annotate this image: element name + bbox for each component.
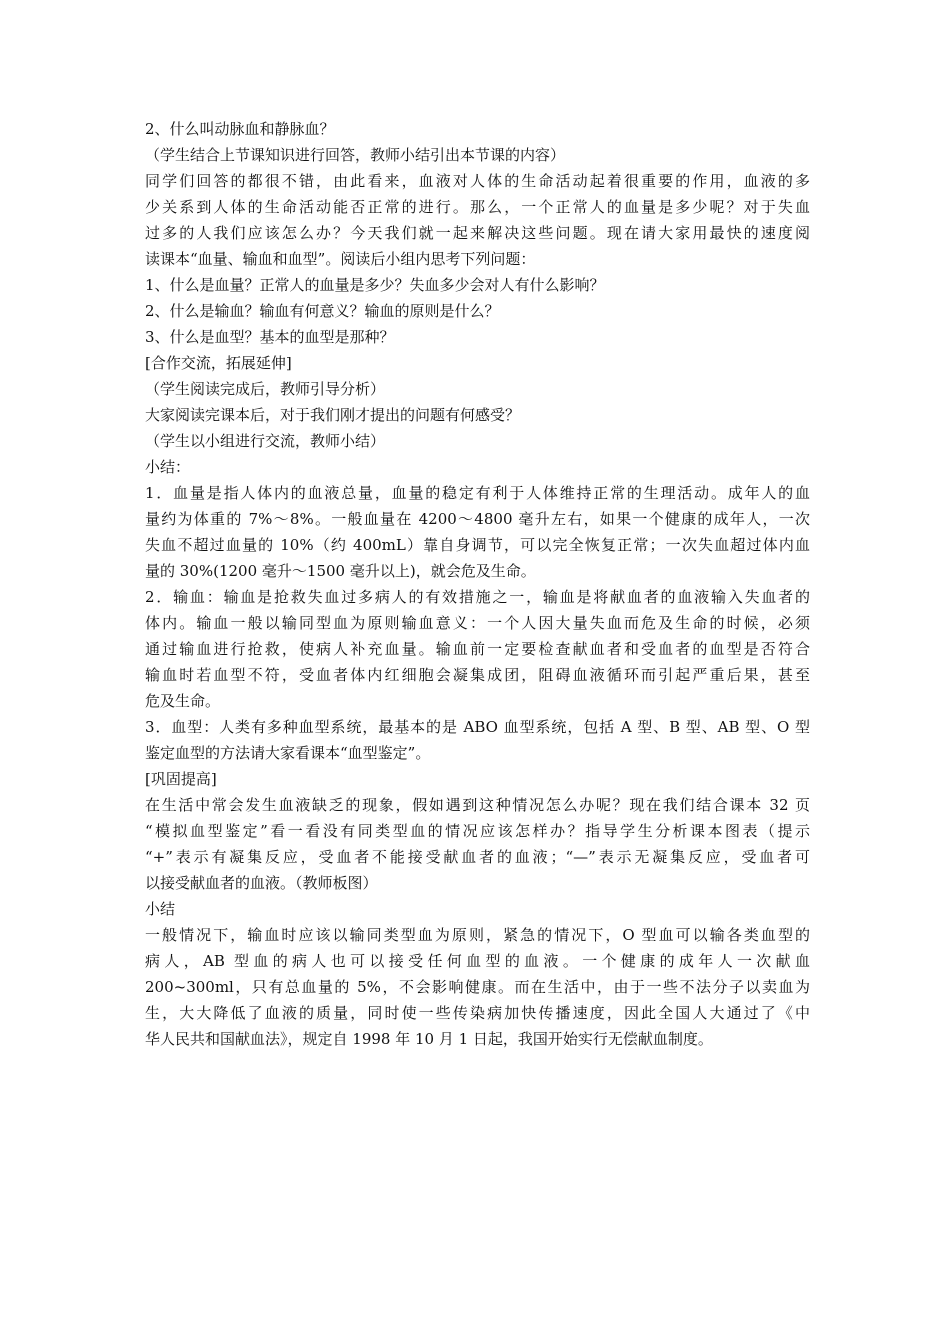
paragraph-line: 体内。输血一般以输同型血为原则输血意义：一个人因大量失血而危及生命的时候，必须 [145,614,810,632]
section-heading: [巩固提高] [145,770,217,788]
section-heading: [合作交流，拓展延伸] [145,354,292,372]
paragraph-line: 量的 30%(1200 毫升～1500 毫升以上)，就会危及生命。 [145,562,536,580]
paragraph-line: 200~300ml，只有总血量的 5%，不会影响健康。而在生活中，由于一些不法分子以卖血为 [145,978,810,996]
paragraph-line: 3．血型：人类有多种血型系统，最基本的是 ABO 血型系统，包括 A 型、B 型、AB 型、O 型 [145,718,810,736]
document-body [145,116,810,1052]
instruction-note: （学生阅读完成后，教师引导分析） [145,380,386,398]
instruction-note: （学生结合上节课知识进行回答，教师小结引出本节课的内容） [145,146,566,164]
paragraph-line: 在生活中常会发生血液缺乏的现象，假如遇到这种情况怎么办呢？现在我们结合课本 32 页 [145,796,810,814]
summary-heading: 小结 [145,900,176,918]
question-item: 2、什么是输血？输血有何意义？输血的原则是什么？ [145,302,500,320]
paragraph-line: 1．血量是指人体内的血液总量，血量的稳定有利于人体维持正常的生理活动。成年人的血 [145,484,810,502]
paragraph-line: 危及生命。 [145,692,221,710]
summary-heading: 小结： [145,458,191,476]
paragraph-line: 生，大大降低了血液的质量，同时使一些传染病加快传播速度，因此全国人大通过了《中 [145,1004,810,1022]
paragraph-line: 一般情况下，输血时应该以输同类型血为原则，紧急的情况下，O 型血可以输各类血型的 [145,926,810,944]
paragraph-line: 病人，AB 型血的病人也可以接受任何血型的血液。一个健康的成年人一次献血 [145,952,810,970]
instruction-note: （学生以小组进行交流，教师小结） [145,432,386,450]
paragraph-line: “模拟血型鉴定”看一看没有同类型血的情况应该怎样办？指导学生分析课本图表（提示 [145,822,810,840]
paragraph-line: 读课本“血量、输血和血型”。阅读后小组内思考下列问题： [145,250,536,268]
paragraph-line: 量约为体重的 7%～8%。一般血量在 4200～4800 毫升左右，如果一个健康的成年人，一次 [145,510,810,528]
question-item: 3、什么是血型？基本的血型是那种？ [145,328,395,346]
paragraph-line: “+”表示有凝集反应，受血者不能接受献血者的血液；“—”表示无凝集反应，受血者可 [145,848,810,866]
question-2-heading: 2、什么叫动脉血和静脉血？ [145,120,335,138]
paragraph-line: 输血时若血型不符，受血者体内红细胞会凝集成团，阻碍血液循环而引起严重后果，甚至 [145,666,810,684]
paragraph-line: 通过输血进行抢救，使病人补充血量。输血前一定要检查献血者和受血者的血型是否符合 [145,640,810,658]
paragraph-line: 同学们回答的都很不错，由此看来，血液对人体的生命活动起着很重要的作用，血液的多 [145,172,810,190]
paragraph-line: 少关系到人体的生命活动能否正常的进行。那么，一个正常人的血量是多少呢？对于失血 [145,198,810,216]
paragraph-line: 大家阅读完课本后，对于我们刚才提出的问题有何感受？ [145,406,521,424]
paragraph-line: 鉴定血型的方法请大家看课本“血型鉴定”。 [145,744,431,762]
paragraph-line: 以接受献血者的血液。（教师板图） [145,874,378,892]
paragraph-line: 华人民共和国献血法》，规定自 1998 年 10 月 1 日起，我国开始实行无偿献血制度。 [145,1030,713,1048]
paragraph-line: 失血不超过血量的 10%（约 400mL）靠自身调节，可以完全恢复正常；一次失血超过体内血 [145,536,810,554]
paragraph-line: 2．输血：输血是抢救失血过多病人的有效措施之一，输血是将献血者的血液输入失血者的 [145,588,810,606]
question-item: 1、什么是血量？正常人的血量是多少？失血多少会对人有什么影响？ [145,276,605,294]
paragraph-line: 过多的人我们应该怎么办？今天我们就一起来解决这些问题。现在请大家用最快的速度阅 [145,224,810,242]
